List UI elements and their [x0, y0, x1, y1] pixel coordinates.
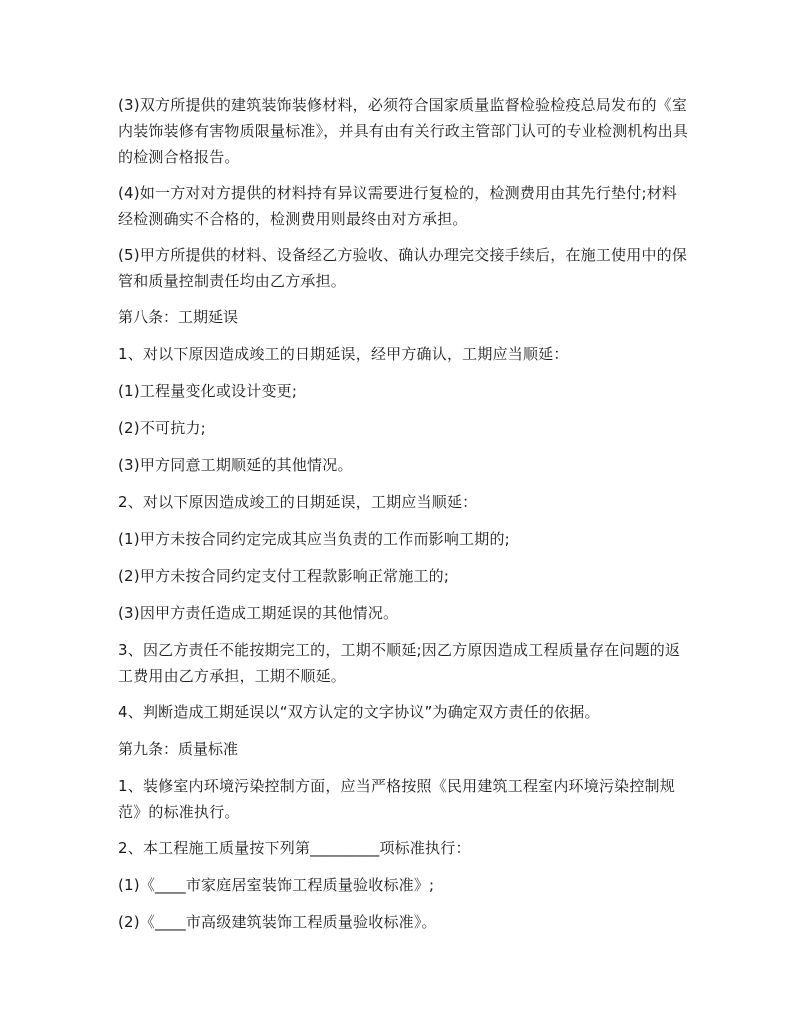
paragraph-4-material-retest: (4)如一方对对方提供的材料持有异议需要进行复检的，检测费用由其先行垫付;材料经检测确实不合格的，检测费用则最终由对方承担。	[118, 184, 678, 228]
clause-8-3: 3、因乙方责任不能按期完工的，工期不顺延;因乙方原因造成工程质量存在问题的返工费用由乙方承担，工期不顺延。	[118, 641, 681, 685]
clause-8-4: 4、判断造成工期延误以“双方认定的文字协议”为确定双方责任的依据。	[118, 703, 600, 721]
clause-9-1: 1、装修室内环境污染控制方面，应当严格按照《民用建筑工程室内环境污染控制规范》的标准执行。	[118, 777, 675, 821]
clause-8-1: 1、对以下原因造成竣工的日期延误，经甲方确认，工期应当顺延：	[118, 345, 569, 363]
article-9-heading: 第九条：质量标准	[118, 740, 239, 758]
clause-8-2-item-3: (3)因甲方责任造成工期延误的其他情况。	[118, 604, 399, 622]
clause-8-2-item-2: (2)甲方未按合同约定支付工程款影响正常施工的;	[118, 567, 450, 585]
clause-9-2-item-2: (2)《____市高级建筑装饰工程质量验收标准》。	[118, 913, 437, 931]
document-body	[118, 92, 690, 946]
paragraph-3-materials-standard: (3)双方所提供的建筑装饰装修材料，必须符合国家质量监督检验检疫总局发布的《室内装饰装修有害物质限量标准》，并具有由有关行政主管部门认可的专业检测机构出具的检测合格报告。	[118, 96, 689, 166]
paragraph-5-material-custody: (5)甲方所提供的材料、设备经乙方验收、确认办理完交接手续后，在施工使用中的保管和质量控制责任均由乙方承担。	[118, 246, 688, 290]
clause-8-1-item-1: (1)工程量变化或设计变更;	[118, 382, 298, 400]
clause-8-2-item-1: (1)甲方未按合同约定完成其应当负责的工作而影响工期的;	[118, 530, 510, 548]
clause-9-2: 2、本工程施工质量按下列第_________项标准执行：	[118, 839, 471, 857]
article-8-heading: 第八条：工期延误	[118, 308, 239, 326]
clause-8-1-item-3: (3)甲方同意工期顺延的其他情况。	[118, 456, 353, 474]
clause-8-2: 2、对以下原因造成竣工的日期延误，工期应当顺延：	[118, 493, 478, 511]
clause-9-2-item-1: (1)《____市家庭居室装饰工程质量验收标准》;	[118, 876, 435, 894]
clause-8-1-item-2: (2)不可抗力;	[118, 419, 206, 437]
